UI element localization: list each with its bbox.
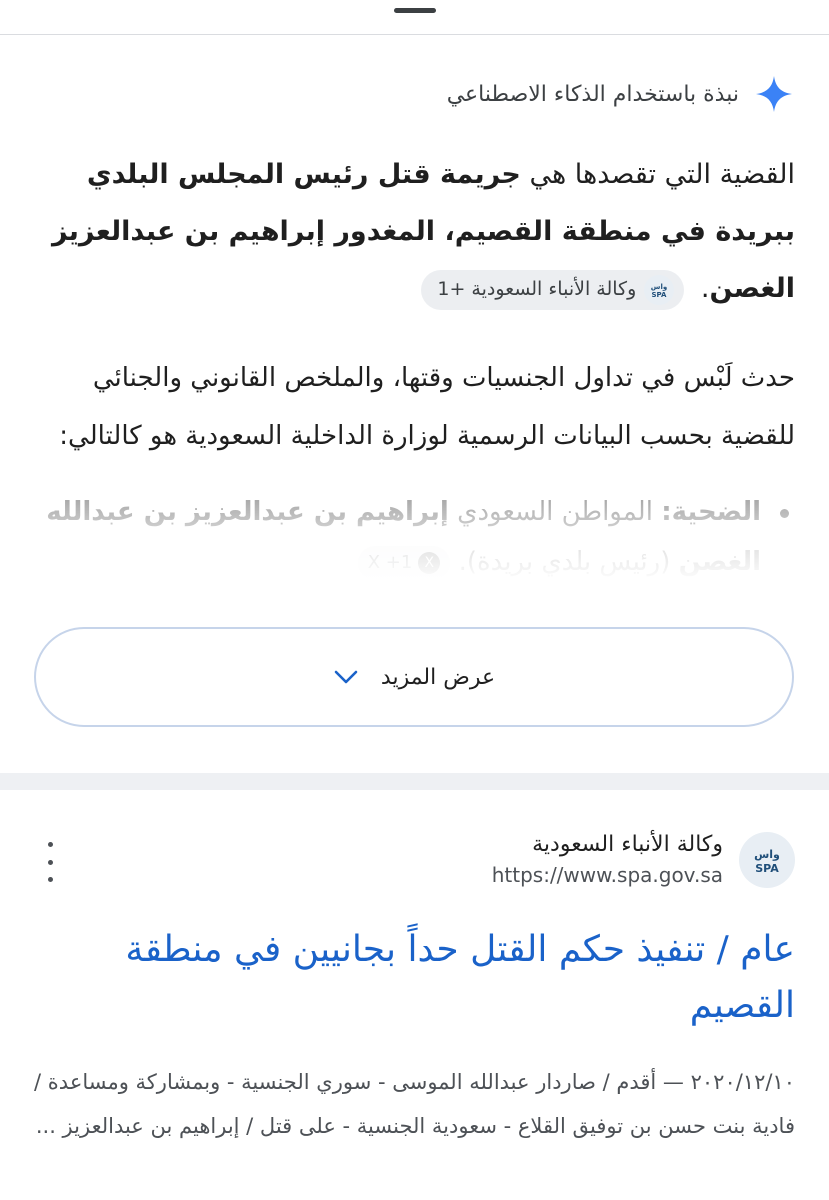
result-snippet: ٢٠٢٠/١٢/١٠ — أقدم / صاردار عبدالله الموسى - سوري الجنسية - وبمشاركة ومساعدة / فادية بنت حسن بن توفيق القلاع - سعودية الجنسية - على قتل / إبراهيم بن عبدالعزيز ... bbox=[34, 1070, 795, 1138]
more-vert-icon[interactable] bbox=[40, 842, 60, 882]
spa-logo-icon bbox=[644, 275, 674, 305]
search-result bbox=[30, 830, 795, 1148]
top-divider bbox=[0, 34, 829, 35]
show-more-label: عرض المزيد bbox=[380, 664, 496, 690]
result-url: https://www.spa.gov.sa bbox=[491, 863, 723, 887]
chevron-down-icon bbox=[333, 669, 359, 685]
ai-overview bbox=[30, 68, 795, 583]
ai-overview-paragraph-1 bbox=[30, 146, 795, 317]
result-source[interactable] bbox=[30, 830, 795, 890]
result-title-link[interactable]: عام / تنفيذ حكم القتل حداً بجانيين في منطقة القصيم bbox=[125, 929, 795, 1026]
sheet-drag-handle[interactable] bbox=[394, 8, 436, 13]
spa-logo-icon bbox=[739, 832, 795, 888]
source-chip[interactable] bbox=[421, 270, 684, 310]
ai-overview-header bbox=[30, 68, 795, 120]
paragraph-highlight: جريمة قتل رئيس المجلس البلدي ببريدة في منطقة القصيم، المغدور إبراهيم بن عبدالعزيز الغصن bbox=[51, 159, 795, 304]
svg-text:واس: واس bbox=[754, 848, 780, 861]
ai-overview-bullets bbox=[30, 487, 795, 583]
svg-text:SPA: SPA bbox=[651, 290, 667, 299]
svg-text:SPA: SPA bbox=[755, 862, 779, 875]
section-divider bbox=[0, 773, 829, 790]
content-fade-overlay bbox=[30, 487, 795, 583]
result-source-text bbox=[492, 830, 723, 890]
ai-overview-title: نبذة باستخدام الذكاء الاصطناعي bbox=[446, 81, 739, 107]
show-more-button[interactable] bbox=[34, 627, 794, 727]
paragraph-text-end: . bbox=[700, 273, 710, 304]
svg-text:واس: واس bbox=[651, 282, 668, 291]
result-source-name: وكالة الأنباء السعودية bbox=[532, 832, 723, 857]
source-chip-label: وكالة الأنباء السعودية +1 bbox=[437, 278, 637, 300]
ai-overview-paragraph-2: حدث لَبْس في تداول الجنسيات وقتها، والملخص القانوني والجنائي للقضية بحسب البيانات الرسمية لوزارة الداخلية السعودية هو كالتالي: bbox=[59, 363, 795, 451]
paragraph-text: القضية التي تقصدها هي bbox=[520, 159, 795, 190]
sparkle-icon bbox=[753, 73, 795, 115]
